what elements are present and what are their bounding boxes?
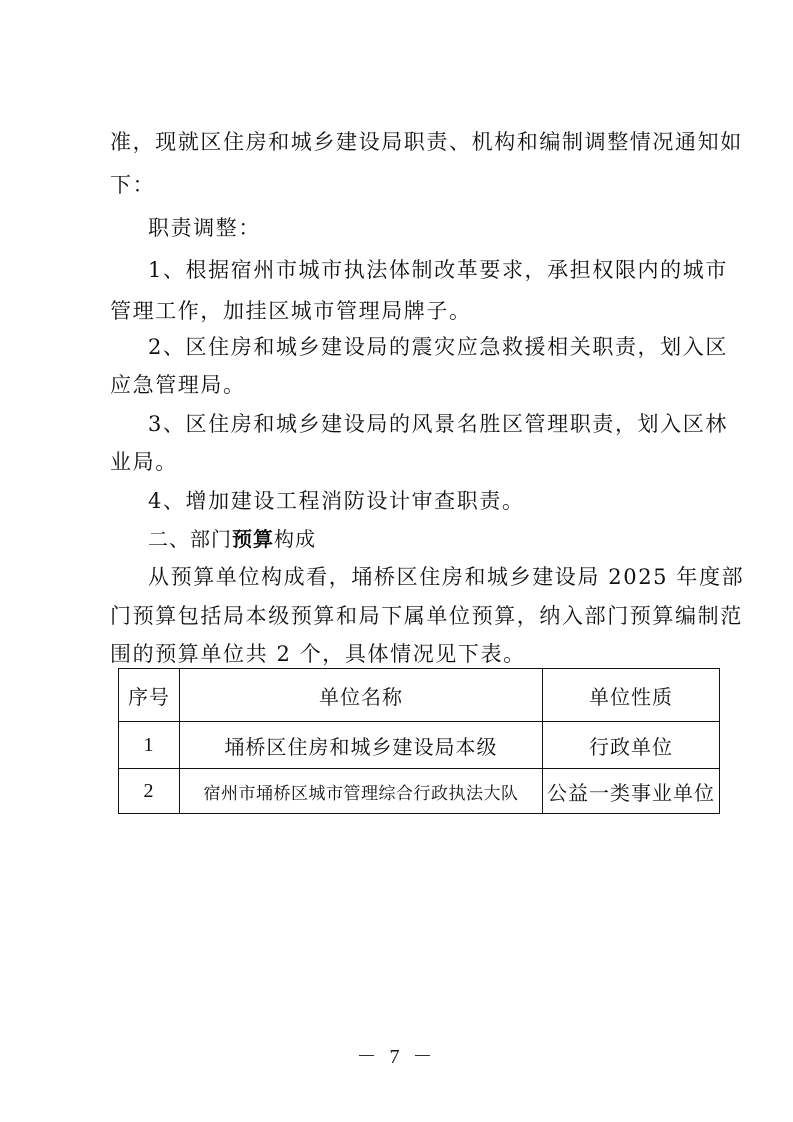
row-unit-type: 行政单位 [543,722,720,769]
paragraph-line: 2、区住房和城乡建设局的震灾应急救援相关职责，划入区 [148,335,728,359]
row-unit-name: 宿州市埇桥区城市管理综合行政执法大队 [180,769,543,814]
row-index: 1 [119,722,180,769]
row-index: 2 [119,769,180,814]
table-header-row [119,669,720,722]
budget-units-table [118,668,720,814]
header-index: 序号 [119,669,180,722]
paragraph-line: 1、根据宿州市城市执法体制改革要求，承担权限内的城市 [148,258,728,282]
paragraph-line: 3、区住房和城乡建设局的风景名胜区管理职责，划入区林 [148,412,728,436]
paragraph-line: 职责调整： [148,216,261,240]
paragraph-line: 业局。 [110,450,178,474]
table-row [119,722,720,769]
table-row [119,769,720,814]
section-heading-suffix: 构成 [274,527,316,551]
section-heading-bold: 预算 [232,527,274,551]
paragraph-line: 应急管理局。 [110,373,246,397]
header-unit-name: 单位名称 [180,669,543,722]
intro-line: 从预算单位构成看，埇桥区住房和城乡建设局 2025 年度部 [148,565,745,589]
row-unit-name: 埇桥区住房和城乡建设局本级 [180,722,543,769]
paragraph-line: 下： [110,173,156,197]
intro-line: 围的预算单位共 2 个，具体情况见下表。 [110,642,526,666]
paragraph-line: 准，现就区住房和城乡建设局职责、机构和编制调整情况通知如 [110,130,743,154]
intro-line: 门预算包括局本级预算和局下属单位预算，纳入部门预算编制范 [110,604,743,628]
section-heading [148,525,716,553]
page-number: － 7 － [356,1046,437,1068]
row-unit-type: 公益一类事业单位 [543,769,720,814]
header-unit-type: 单位性质 [543,669,720,722]
section-heading-prefix: 二、部门 [148,527,232,551]
paragraph-line: 4、增加建设工程消防设计审查职责。 [148,489,525,513]
paragraph-line: 管理工作，加挂区城市管理局牌子。 [110,299,472,323]
